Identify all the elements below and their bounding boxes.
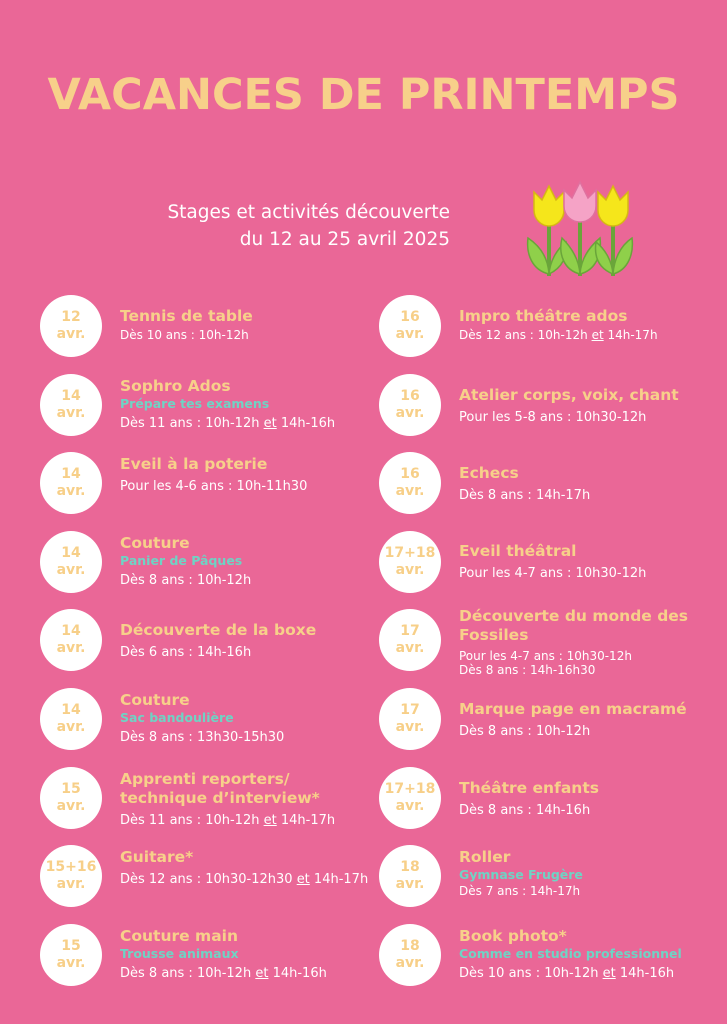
date-day: 15 (61, 937, 81, 954)
activity-info (120, 621, 390, 661)
activity-info (459, 700, 727, 740)
date-day: 12 (61, 309, 81, 325)
activity-details: Dès 11 ans : 10h-12h et 14h-16h (120, 415, 336, 431)
date-month: avr. (56, 640, 86, 657)
activity-subtitle: Trousse animaux (120, 945, 239, 961)
activity-name: Découverte du monde des (459, 607, 689, 626)
date-badge (379, 452, 441, 514)
date-month: avr. (56, 483, 86, 500)
date-badge (379, 845, 441, 907)
activity-item (40, 765, 380, 829)
date-badge (379, 609, 441, 671)
activity-details: Dès 8 ans : 14h-17h (459, 488, 591, 504)
activity-name: Sophro Ados (120, 376, 231, 395)
activity-details: Dès 8 ans : 10h-12h et 14h-16h (120, 965, 327, 981)
activity-item (379, 765, 719, 829)
date-badge (379, 924, 441, 986)
activity-details: Dès 10 ans : 10h-12h et 14h-16h (459, 965, 675, 981)
activities-left-column (40, 293, 380, 1000)
date-month: avr. (395, 483, 425, 500)
activity-details: Dès 8 ans : 10h-12h (120, 572, 252, 588)
activity-details: Dès 8 ans : 13h30-15h30 (120, 729, 285, 745)
activity-info (120, 927, 390, 982)
activity-name: Book photo* (459, 926, 567, 945)
date-day: 17+18 (384, 544, 436, 561)
date-day: 15 (61, 780, 81, 797)
date-month: avr. (395, 718, 425, 735)
date-badge (40, 452, 102, 514)
activity-info (120, 691, 390, 746)
activity-name: Marque page en macramé (459, 699, 687, 718)
activity-details: Pour les 5-8 ans : 10h30-12h (459, 409, 647, 425)
date-month: avr. (56, 954, 86, 971)
date-month: avr. (56, 718, 86, 735)
activity-item (40, 450, 380, 514)
activity-item (379, 686, 719, 750)
activity-info (120, 455, 390, 495)
subtitle-line-2: du 12 au 25 avril 2025 (239, 229, 450, 250)
date-month: avr. (56, 326, 86, 342)
activity-info (459, 464, 727, 504)
date-month: avr. (395, 404, 425, 421)
activity-name: Apprenti reporters/ (120, 769, 290, 788)
activity-details: Dès 8 ans : 14h-16h (459, 802, 591, 818)
activity-details: Dès 12 ans : 10h30-12h30 et 14h-17h (120, 872, 369, 888)
date-day: 14 (61, 466, 81, 483)
activity-item (379, 607, 719, 678)
date-month: avr. (395, 561, 425, 578)
date-day: 17+18 (384, 780, 436, 797)
date-badge (40, 845, 102, 907)
date-month: avr. (56, 797, 86, 814)
date-badge (379, 531, 441, 593)
activity-details: Pour les 4-7 ans : 10h30-12h (459, 649, 632, 664)
activity-details: Dès 8 ans : 10h-12h (459, 723, 591, 739)
activity-name-line-2: Fossiles (459, 626, 529, 645)
activity-info (459, 607, 727, 677)
activity-item (379, 372, 719, 436)
date-badge (40, 374, 102, 436)
activity-item (40, 843, 380, 907)
date-badge (40, 295, 102, 357)
activity-item (40, 686, 380, 750)
activity-name: Couture main (120, 926, 239, 945)
activity-info (459, 779, 727, 819)
activity-info (459, 542, 727, 582)
activity-info (459, 307, 727, 343)
activity-item (379, 843, 719, 907)
activity-info (120, 377, 390, 432)
activity-info (459, 386, 727, 426)
date-month: avr. (395, 876, 425, 893)
date-day: 18 (400, 859, 420, 876)
activity-item (40, 293, 380, 357)
date-badge (379, 374, 441, 436)
date-month: avr. (395, 326, 425, 342)
activity-info (459, 927, 727, 982)
activity-info (120, 307, 390, 343)
activity-subtitle: Gymnase Frugère (459, 867, 583, 883)
date-badge (40, 609, 102, 671)
activity-subtitle: Prépare tes examens (120, 395, 270, 411)
date-badge (379, 688, 441, 750)
date-day: 16 (400, 466, 420, 483)
date-badge (40, 767, 102, 829)
date-month: avr. (56, 561, 86, 578)
date-badge (40, 924, 102, 986)
activity-name: Eveil théâtral (459, 541, 577, 560)
date-day: 14 (61, 623, 81, 640)
date-month: avr. (56, 876, 86, 893)
activity-info (120, 848, 390, 888)
activity-subtitle: Comme en studio professionnel (459, 945, 682, 961)
activity-name: Impro théâtre ados (459, 307, 628, 325)
activity-item (40, 529, 380, 593)
activity-item (379, 922, 719, 986)
date-badge (379, 767, 441, 829)
activity-details: Dès 11 ans : 10h-12h et 14h-17h (120, 812, 336, 828)
activity-name: Roller (459, 848, 511, 867)
tulips-icon (522, 178, 640, 282)
activity-item (40, 922, 380, 986)
activity-name: Echecs (459, 464, 519, 483)
date-day: 16 (400, 309, 420, 325)
date-day: 18 (400, 937, 420, 954)
activity-details: Dès 12 ans : 10h-12h et 14h-17h (459, 328, 658, 342)
activity-name: Tennis de table (120, 307, 253, 325)
activity-name-line-2: technique d’interview* (120, 788, 320, 807)
date-badge (40, 688, 102, 750)
activity-name: Eveil à la poterie (120, 455, 268, 474)
activity-details: Dès 7 ans : 14h-17h (459, 884, 581, 899)
date-day: 17 (400, 623, 420, 640)
date-day: 14 (61, 544, 81, 561)
activity-details: Pour les 4-6 ans : 10h-11h30 (120, 479, 308, 495)
activity-item (379, 450, 719, 514)
activity-name: Couture (120, 690, 190, 709)
activity-details: Dès 10 ans : 10h-12h (120, 328, 249, 342)
activity-name: Couture (120, 533, 190, 552)
activities-right-column (379, 293, 719, 1000)
activity-details: Dès 6 ans : 14h-16h (120, 645, 252, 661)
activity-name: Atelier corps, voix, chant (459, 385, 679, 404)
date-day: 16 (400, 387, 420, 404)
activity-name: Guitare* (120, 848, 194, 867)
page-title: VACANCES DE PRINTEMPS (47, 70, 680, 120)
date-day: 15+16 (45, 859, 97, 876)
date-day: 14 (61, 701, 81, 718)
activity-item (379, 293, 719, 357)
date-month: avr. (395, 640, 425, 657)
activity-item (40, 607, 380, 671)
subtitle-line-1: Stages et activités découverte (167, 202, 450, 223)
activity-info (120, 534, 390, 589)
date-month: avr. (56, 404, 86, 421)
date-day: 14 (61, 387, 81, 404)
activity-item (379, 529, 719, 593)
date-badge (379, 295, 441, 357)
date-day: 17 (400, 701, 420, 718)
date-month: avr. (395, 797, 425, 814)
activity-name: Découverte de la boxe (120, 621, 317, 640)
date-badge (40, 531, 102, 593)
activity-details: Pour les 4-7 ans : 10h30-12h (459, 565, 647, 581)
activity-name: Théâtre enfants (459, 778, 599, 797)
activity-info (459, 848, 727, 899)
activity-info (120, 770, 390, 829)
activity-item (40, 372, 380, 436)
activity-subtitle: Sac bandoulière (120, 709, 234, 725)
activity-details-line-2: Dès 8 ans : 14h-16h30 (459, 663, 596, 678)
activity-subtitle: Panier de Pâques (120, 552, 243, 568)
subtitle (60, 199, 450, 253)
date-month: avr. (395, 954, 425, 971)
